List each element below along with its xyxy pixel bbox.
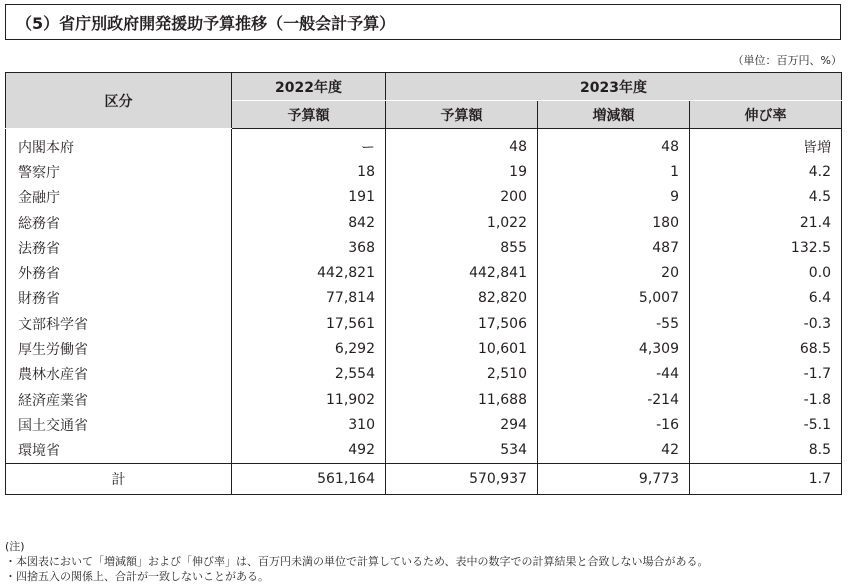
budget-2023: 855 bbox=[386, 235, 538, 260]
total-budget-2022: 561,164 bbox=[232, 463, 386, 494]
budget-2022: 11,902 bbox=[232, 387, 386, 412]
budget-2023: 10,601 bbox=[386, 336, 538, 361]
change-amount: 4,309 bbox=[538, 336, 690, 361]
header-change: 増減額 bbox=[538, 101, 690, 129]
table-row bbox=[6, 260, 842, 285]
change-amount: 180 bbox=[538, 210, 690, 235]
table-row bbox=[6, 210, 842, 235]
ministry-name: 農林水産省 bbox=[6, 362, 232, 387]
table-row bbox=[6, 129, 842, 160]
growth-rate: -1.8 bbox=[690, 387, 842, 412]
budget-2023: 294 bbox=[386, 412, 538, 437]
budget-2022: 18 bbox=[232, 159, 386, 184]
total-growth: 1.7 bbox=[690, 463, 842, 494]
budget-2023: 17,506 bbox=[386, 311, 538, 336]
total-change: 9,773 bbox=[538, 463, 690, 494]
growth-rate: -0.3 bbox=[690, 311, 842, 336]
ministry-name: 財務省 bbox=[6, 286, 232, 311]
budget-2023: 48 bbox=[386, 129, 538, 160]
table-row bbox=[6, 387, 842, 412]
table-row bbox=[6, 362, 842, 387]
budget-2022: 17,561 bbox=[232, 311, 386, 336]
budget-2022: 492 bbox=[232, 438, 386, 464]
growth-rate: 6.4 bbox=[690, 286, 842, 311]
table-row bbox=[6, 185, 842, 210]
table-row bbox=[6, 336, 842, 361]
notes-label: (注) bbox=[5, 540, 25, 553]
growth-rate: -5.1 bbox=[690, 412, 842, 437]
budget-2023: 1,022 bbox=[386, 210, 538, 235]
table-row bbox=[6, 159, 842, 184]
budget-2023: 442,841 bbox=[386, 260, 538, 285]
total-label: 計 bbox=[6, 463, 232, 494]
change-amount: 5,007 bbox=[538, 286, 690, 311]
table-row bbox=[6, 235, 842, 260]
ministry-name: 外務省 bbox=[6, 260, 232, 285]
change-amount: -55 bbox=[538, 311, 690, 336]
change-amount: 9 bbox=[538, 185, 690, 210]
note-1: ・本図表において「増減額」および「伸び率」は、百万円未満の単位で計算しているため、表中の数字での計算結果と合致しない場合がある。 bbox=[5, 555, 709, 568]
growth-rate: 132.5 bbox=[690, 235, 842, 260]
change-amount: -16 bbox=[538, 412, 690, 437]
budget-2022: 77,814 bbox=[232, 286, 386, 311]
unit-label: （単位：百万円、%） bbox=[732, 54, 842, 67]
budget-2023: 82,820 bbox=[386, 286, 538, 311]
header-budget-2022: 予算額 bbox=[232, 101, 386, 129]
header-growth: 伸び率 bbox=[690, 101, 842, 129]
budget-2022: ー bbox=[232, 129, 386, 160]
ministry-name: 厚生労働省 bbox=[6, 336, 232, 361]
budget-2022: 842 bbox=[232, 210, 386, 235]
total-budget-2023: 570,937 bbox=[386, 463, 538, 494]
growth-rate: 8.5 bbox=[690, 438, 842, 464]
ministry-name: 警察庁 bbox=[6, 159, 232, 184]
growth-rate: 0.0 bbox=[690, 260, 842, 285]
budget-2022: 442,821 bbox=[232, 260, 386, 285]
table-row bbox=[6, 412, 842, 437]
growth-rate: 21.4 bbox=[690, 210, 842, 235]
table-row bbox=[6, 438, 842, 464]
budget-2023: 19 bbox=[386, 159, 538, 184]
header-region: 区分 bbox=[6, 73, 232, 129]
budget-2023: 200 bbox=[386, 185, 538, 210]
table-row bbox=[6, 286, 842, 311]
growth-rate: 68.5 bbox=[690, 336, 842, 361]
oda-budget-table bbox=[5, 72, 842, 495]
ministry-name: 法務省 bbox=[6, 235, 232, 260]
total-row bbox=[6, 463, 842, 494]
ministry-name: 文部科学省 bbox=[6, 311, 232, 336]
ministry-name: 内閣本府 bbox=[6, 129, 232, 160]
budget-2022: 6,292 bbox=[232, 336, 386, 361]
budget-2022: 368 bbox=[232, 235, 386, 260]
change-amount: 20 bbox=[538, 260, 690, 285]
header-budget-2023: 予算額 bbox=[386, 101, 538, 129]
page-title-box bbox=[5, 4, 841, 40]
ministry-name: 経済産業省 bbox=[6, 387, 232, 412]
footnotes bbox=[5, 539, 709, 584]
budget-2023: 2,510 bbox=[386, 362, 538, 387]
change-amount: 487 bbox=[538, 235, 690, 260]
header-year-2022: 2022年度 bbox=[232, 73, 386, 101]
budget-2022: 2,554 bbox=[232, 362, 386, 387]
ministry-name: 環境省 bbox=[6, 438, 232, 464]
change-amount: 42 bbox=[538, 438, 690, 464]
note-2: ・四捨五入の関係上、合計が一致しないことがある。 bbox=[5, 570, 269, 583]
growth-rate: -1.7 bbox=[690, 362, 842, 387]
budget-2023: 534 bbox=[386, 438, 538, 464]
growth-rate: 4.2 bbox=[690, 159, 842, 184]
change-amount: -44 bbox=[538, 362, 690, 387]
budget-2022: 310 bbox=[232, 412, 386, 437]
change-amount: -214 bbox=[538, 387, 690, 412]
ministry-name: 国土交通省 bbox=[6, 412, 232, 437]
ministry-name: 総務省 bbox=[6, 210, 232, 235]
header-year-2023: 2023年度 bbox=[386, 73, 842, 101]
change-amount: 1 bbox=[538, 159, 690, 184]
table-row bbox=[6, 311, 842, 336]
ministry-name: 金融庁 bbox=[6, 185, 232, 210]
budget-2022: 191 bbox=[232, 185, 386, 210]
page-title: （5）省庁別政府開発援助予算推移（一般会計予算） bbox=[16, 13, 396, 33]
change-amount: 48 bbox=[538, 129, 690, 160]
budget-2023: 11,688 bbox=[386, 387, 538, 412]
growth-rate: 皆増 bbox=[690, 129, 842, 160]
growth-rate: 4.5 bbox=[690, 185, 842, 210]
